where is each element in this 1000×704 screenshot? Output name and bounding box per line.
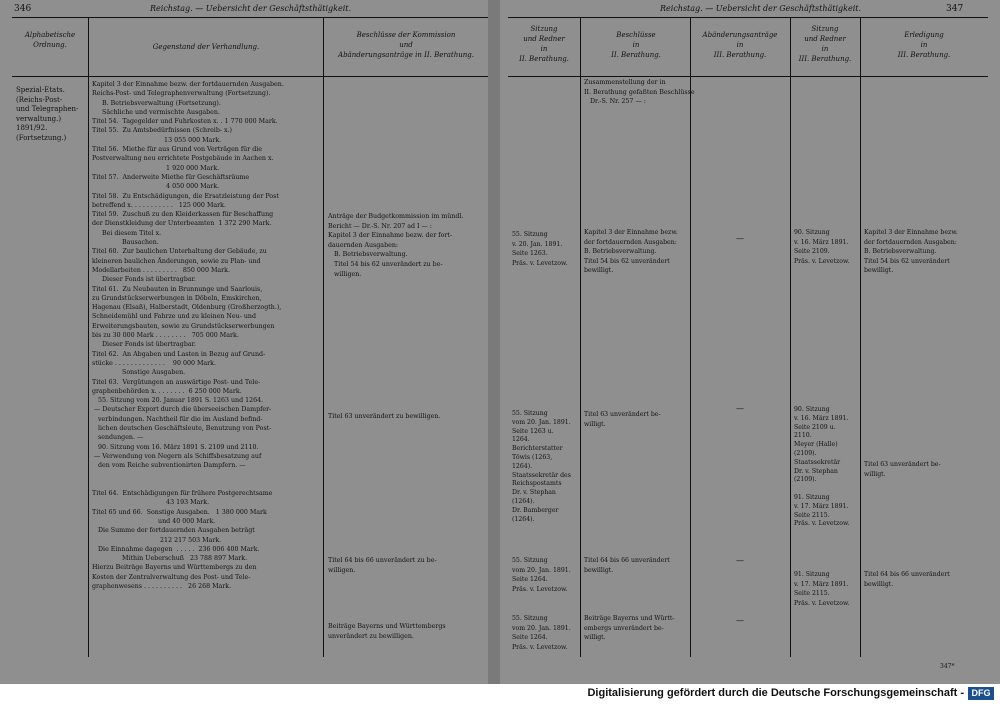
rule <box>12 76 488 77</box>
right-running-head: Reichstag. — Uebersicht der Geschäftsthätigkeit. <box>660 4 862 13</box>
header-commission-resolutions: Beschlüsse der Kommission und Abänderungsanträge in II. Berathung. <box>338 31 474 59</box>
header-alphabetical-order: Alphabetische Ordnung. <box>24 31 76 49</box>
header-session-2nd: Sitzung und Redner in II. Berathung. <box>519 25 569 63</box>
header-disposition-3rd: Erledigung in III. Berathung. <box>897 31 951 59</box>
order-column-text: Spezial-Etats. (Reichs-Post- und Telegraphen- verwaltung.) 1891/92. (Fortsetzung.) <box>16 86 79 142</box>
column-rule <box>790 17 791 657</box>
row-c-session: 55. Sitzung vom 20. Jan. 1891. Seite 1264. Präs. v. Levetzow. <box>512 557 571 593</box>
row-c-session-3rd: 91. Sitzung v. 17. März 1891. Seite 2115. Präs. v. Levetzow. <box>794 571 850 607</box>
digitization-credit-bar <box>0 684 1000 704</box>
row-a-amendment: — <box>736 234 744 243</box>
right-page <box>500 0 1000 684</box>
row-a-resolution: Kapitel 3 der Einnahme bezw. der fortdauernden Ausgaben: B. Betriebsverwaltung. Titel 54 bis 62 unverändert bewilligt. <box>584 229 678 275</box>
commission-text-b: Titel 63 unverändert zu bewilligen. <box>328 413 441 420</box>
left-running-head: Reichstag. — Uebersicht der Geschäftsthätigkeit. <box>150 4 352 13</box>
column-rule <box>690 17 691 657</box>
row-d-amendment: — <box>736 616 744 625</box>
row-a-session-3rd: 90. Sitzung v. 16. März 1891. Seite 2109. Präs. v. Levetzow. <box>794 229 850 265</box>
subject-column-text: Kapitel 3 der Einnahme bezw. der fortdauernden Ausgaben. Reichs-Post- und Telegraphenverwaltung (Fortsetzung). B. Betriebsverwaltung (Fortsetzung). Sächliche und vermischte Ausgaben. Titel 54. Tagegelder und Fuhrkosten x. . 1 770 000 Mark. Titel 55. Zu Amtsbedürfnissen (Schreib- x.) 13 055 000 Mark. Titel 56. Miethe für aus Grund von Verträgen für die Postverwaltung neu errichtete Postgebäude in Aachen x. 1 920 000 Mark. Titel 57. Anderweite Miethe für Geschäftsräume 4 050 000 Mark. Titel 58. Zu Entschädigungen, die Ersatzleistung der Post betreffend x. . . . . . . . . . . 125 000 Mark. Titel 59. Zuschuß zu den Kleiderkassen für Beschaffung der Dienstkleidung der Unterbeamten 1 372 290 Mark. Bei diesem Titel x. Bausachen. Titel 60. Zur baulichen Unterhaltung der Gebäude, zu kleineren baulichen Änderungen, sowie zu Plan- und Modellarbeiten . . . . . . . . . 850 000 Mark. Dieser Fonds ist übertragbar. Titel 61. Zu Neubauten in Brunnunge und Saarlouis, zu Grundstückserwerbungen in Döbeln, Emskirchen, Hagenau (Elsaß), Halberstadt, Oldenburg (Großherzogth.), Schneidemühl und Fahrze und zu kleinen Neu- und Erweiterungsbauten, sowie zu Grundstückserwerbungen bis zu 30 000 Mark . . . . . . . . 705 000 Mark. Dieser Fonds ist übertragbar. Titel 62. An Abgaben und Lasten in Bezug auf Grund- stücke . . . . . . . . . . . . . 90 000 Mark. Sonstige Ausgaben. Titel 63. Vergütungen an auswärtige Post- und Tele- graphenbehörden x. . . . . . . . 6 250 000 Mark. 55. Sitzung vom 20. Januar 1891 S. 1263 und 1264. — Deutscher Export durch die überseeischen Dampfer- verbindungen. Nachtheil für die im Ausland befind- lichen deutschen Geschäftsleute, Benutzung von Post- sendungen. — 90. Sitzung vom 16. März 1891 S. 2109 und 2110. — Verwendung von Negern als Schiffsbesatzung auf den vom Reiche subventionirten Dampfern. — Titel 64. Entschädigungen für frühere Postgerechtsame 43 193 Mark. Titel 65 und 66. Sonstige Ausgaben. 1 380 000 Mark und 40 000 Mark. Die Summe der fortdauernden Ausgaben beträgt 212 217 503 Mark. Die Einnahme dagegen . . . . . 236 006 400 Mark. Mithin Ueberschuß 23 788 897 Mark. Hierzu Beiträge Bayerns und Württembergs zu den Kosten der Zentralverwaltung des Post- und Tele- graphenwesens . . . . . . . . . . 26 268 Mark. <box>92 81 284 591</box>
header-session-3rd: Sitzung und Redner in III. Berathung. <box>798 25 852 63</box>
footer-mark: 347* <box>940 663 955 670</box>
row-d-resolution: Beiträge Bayerns und Württ- embergs unverändert be- willigt. <box>584 615 675 642</box>
left-page <box>0 0 488 684</box>
commission-text-d: Beiträge Bayerns und Württembergs unverändert zu bewilligen. <box>328 623 446 640</box>
left-page-number: 346 <box>14 4 32 14</box>
row-a-session: 55. Sitzung v. 20. Jan. 1891. Seite 1263. Präs. v. Levetzow. <box>512 231 568 267</box>
row-b-session-3rd: 90. Sitzung v. 16. März 1891. Seite 2109 u. 2110. Meyer (Halle) (2109). Staatssekretär Dr. v. Stephan (2109). 91. Sitzung v. 17. März 1891. Seite 2115. Präs. v. Levetzow. <box>794 406 850 528</box>
rule <box>12 17 488 18</box>
row-c-amendment: — <box>736 556 744 565</box>
commission-text-c: Titel 64 bis 66 unverändert zu be- willigen. <box>328 557 437 574</box>
row-c-resolution: Titel 64 bis 66 unverändert bewilligt. <box>584 557 670 574</box>
commission-text-a: Anträge der Budgetkommission im mündl. Bericht — Dr.-S. Nr. 207 ad I — : Kapitel 3 der Einnahme bezw. der fort- dauernden Ausgaben: B. Betriebsverwaltung. Titel 54 bis 62 unverändert zu be- willigen. <box>328 213 464 278</box>
row-b-resolution: Titel 63 unverändert be- willigt. <box>584 411 661 428</box>
compilation-note: Zusammenstellung der in II. Berathung gefaßten Beschlüsse Dr.-S. Nr. 257 — : <box>584 79 695 106</box>
row-a-disposition: Kapitel 3 der Einnahme bezw. der fortdauernden Ausgaben: B. Betriebsverwaltung. Titel 54 bis 62 unverändert bewilligt. <box>864 229 958 275</box>
header-amendments-3rd: Abänderungsanträge in III. Berathung. <box>702 31 778 59</box>
row-b-disposition: Titel 63 unverändert be- willigt. <box>864 461 941 478</box>
dfg-logo: DFG <box>968 687 994 700</box>
column-rule <box>88 17 89 657</box>
header-subject: Gegenstand der Verhandlung. <box>152 43 260 51</box>
row-b-amendment: — <box>736 404 744 413</box>
column-rule <box>860 17 861 657</box>
row-d-session: 55. Sitzung vom 20. Jan. 1891. Seite 1264. Präs. v. Levetzow. <box>512 615 571 651</box>
book-gutter <box>488 0 500 684</box>
right-page-number: 347 <box>946 4 964 14</box>
column-rule <box>323 17 324 657</box>
row-c-disposition: Titel 64 bis 66 unverändert bewilligt. <box>864 571 950 588</box>
column-rule <box>580 17 581 657</box>
header-resolutions-2nd: Beschlüsse in II. Berathung. <box>611 31 661 59</box>
row-b-session: 55. Sitzung vom 20. Jan. 1891. Seite 1263 u. 1264. Berichterstatter Töwis (1263, 1264). Staatssekretär des Reichspostamts Dr. v. Stephan (1264). Dr. Bamberger (1264). <box>512 410 571 523</box>
credit-text: Digitalisierung gefördert durch die Deutsche Forschungsgemeinschaft - <box>587 687 964 699</box>
